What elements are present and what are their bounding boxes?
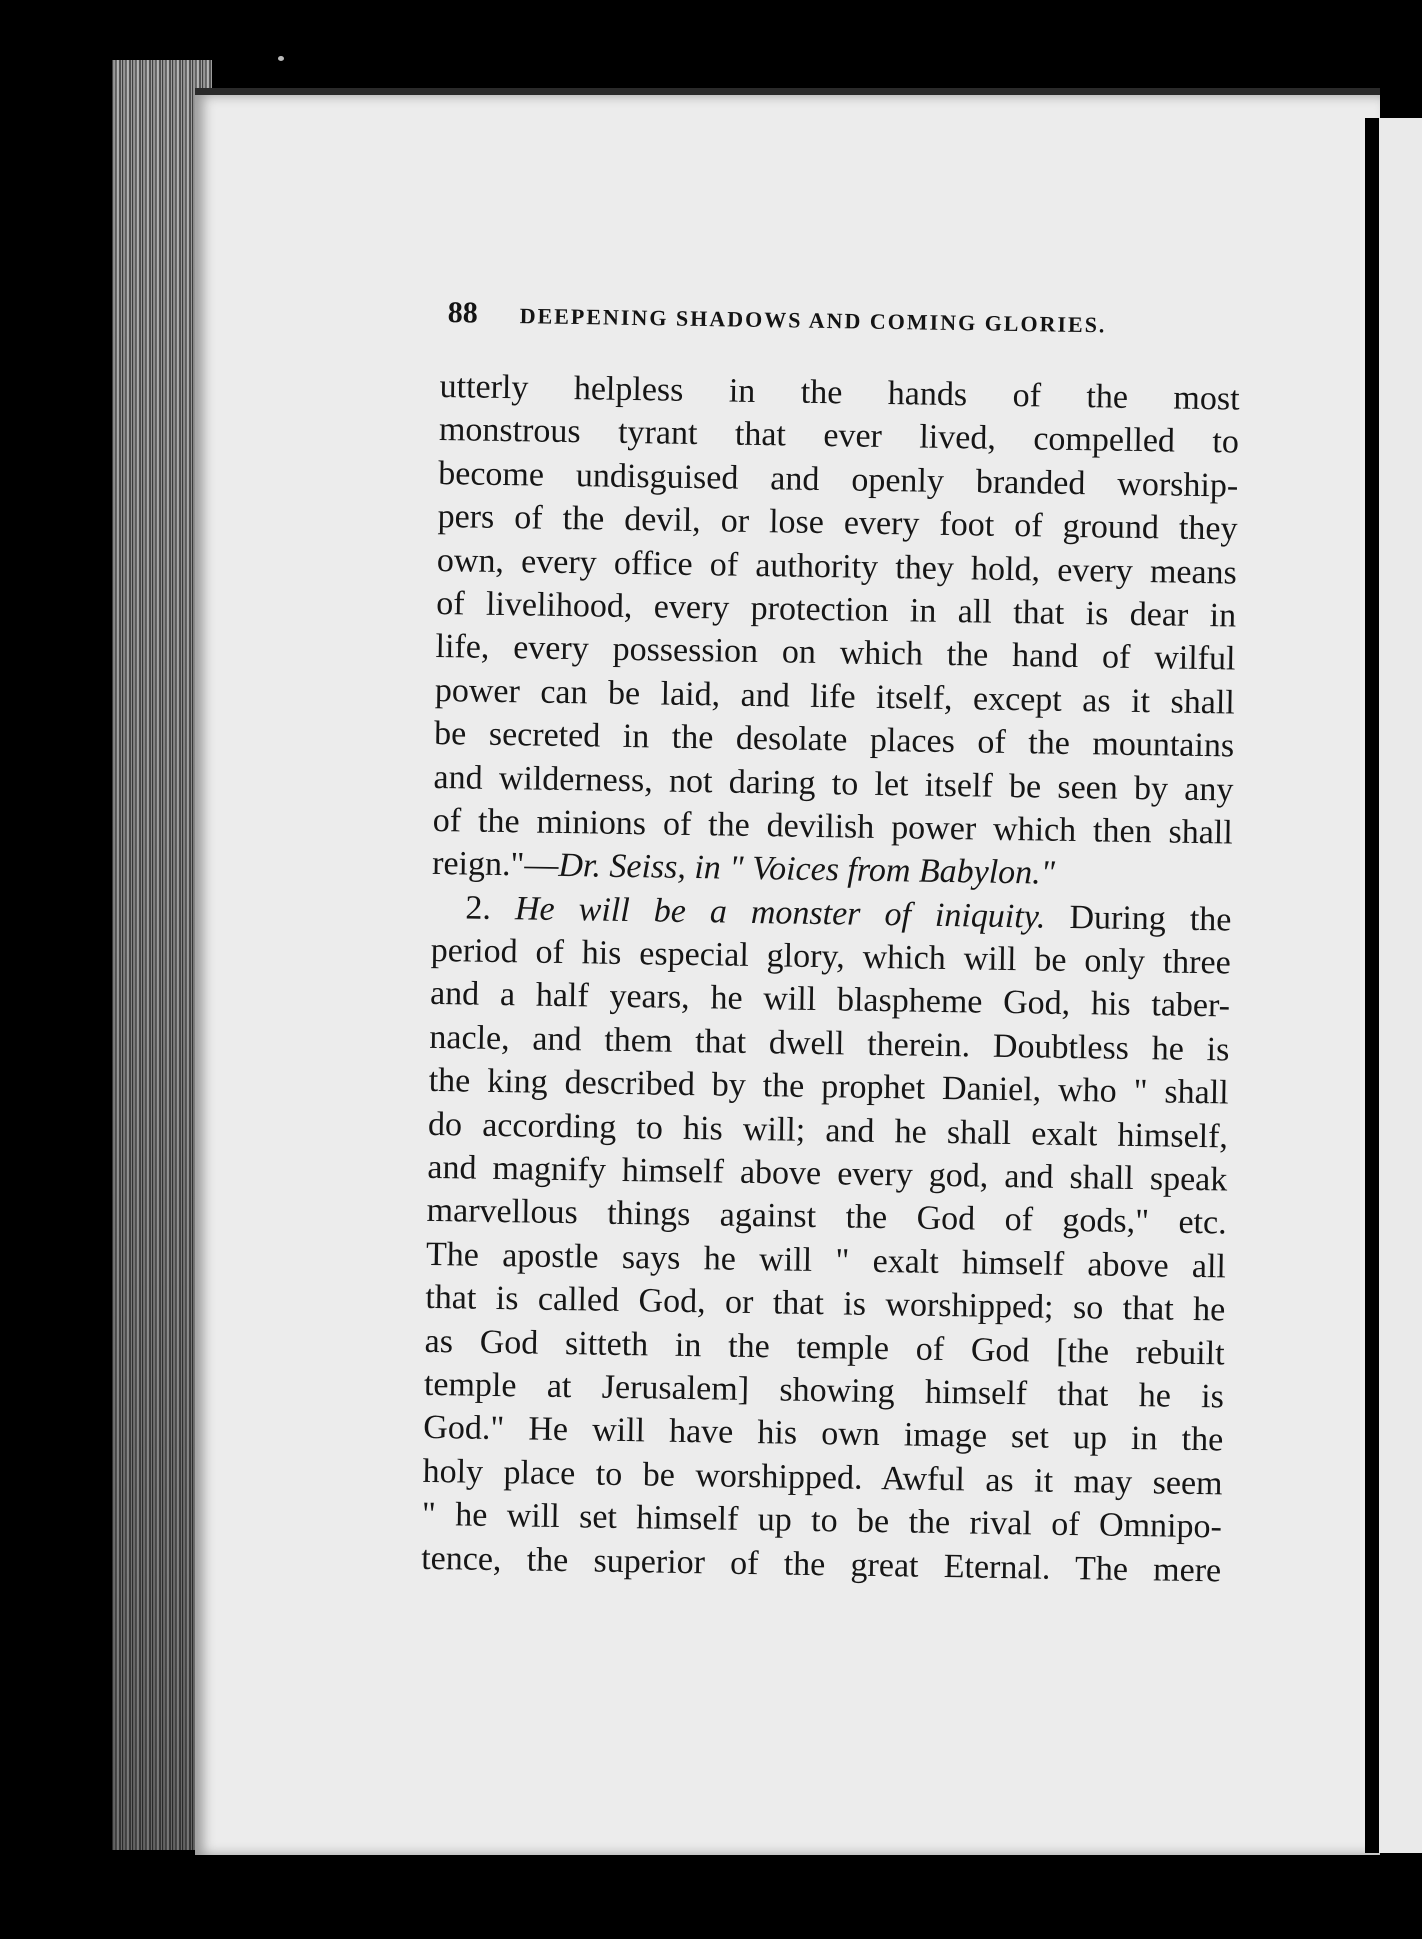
text-line: power can be laid, and life itself, except as it shall xyxy=(434,671,1236,722)
text-line: nacle, and them that dwell therein. Doubtless he is xyxy=(429,1018,1230,1069)
citation-source: Dr. Seiss, in " Voices from Babylon." xyxy=(558,847,1056,893)
text-line: become undisguised and openly branded worship- xyxy=(438,454,1239,505)
page-number: 88 xyxy=(447,296,478,330)
text-line: holy place to be worshipped. Awful as it may seem xyxy=(422,1452,1223,1503)
section-heading-continuation: During the xyxy=(1045,898,1232,939)
text-line: God." He will have his own image set up in the xyxy=(423,1409,1224,1459)
text-line: and wilderness, not daring to let itself be seen by any xyxy=(433,758,1234,809)
text-line: and magnify himself above every god, and shall speak xyxy=(427,1148,1228,1199)
section-number: 2. xyxy=(465,889,516,927)
facing-page-edge xyxy=(1365,118,1422,1853)
section-heading: He will be a monster of iniquity. xyxy=(514,889,1046,936)
page-top-edge xyxy=(195,88,1380,95)
text-line: and a half years, he will blaspheme God, his taber- xyxy=(429,975,1231,1025)
text-line: marvellous things against the God of gods," etc. xyxy=(426,1192,1227,1242)
text-line: own, every office of authority they hold, every means xyxy=(436,541,1238,592)
text-line: utterly helpless in the hands of the most xyxy=(439,367,1240,418)
text-line: period of his especial glory, which will be only three xyxy=(430,932,1231,982)
text-line: the king described by the prophet Daniel, who " shall xyxy=(428,1062,1229,1112)
text-line: of the minions of the devilish power which then shall xyxy=(432,801,1234,852)
text-line: monstrous tyrant that ever lived, compelled to xyxy=(438,411,1240,461)
body-text xyxy=(421,365,1240,1592)
text-line: be secreted in the desolate places of the mountains xyxy=(433,715,1235,765)
text-line: life, every possession on which the hand of wilful xyxy=(435,628,1236,678)
scan-speck xyxy=(278,56,284,61)
text-line: temple at Jerusalem] showing himself that he is xyxy=(423,1365,1225,1416)
text-line: do according to his will; and he shall exalt himself, xyxy=(427,1105,1229,1156)
text-line: as God sitteth in the temple of God [the rebuilt xyxy=(424,1322,1225,1373)
text-line: of livelihood, every protection in all that is dear in xyxy=(435,584,1237,635)
text-line: tence, the superior of the great Eternal. The mere xyxy=(420,1539,1222,1589)
citation-lead: reign."— xyxy=(431,845,559,885)
text-line: that is called God, or that is worshipped; so that he xyxy=(425,1279,1226,1329)
text-line: " he will set himself up to be the rival of Omnipo- xyxy=(421,1496,1223,1546)
running-title: DEEPENING SHADOWS AND COMING GLORIES. xyxy=(519,303,1107,338)
text-line: The apostle says he will " exalt himself above all xyxy=(425,1235,1227,1286)
text-line: pers of the devil, or lose every foot of ground they xyxy=(437,498,1238,548)
